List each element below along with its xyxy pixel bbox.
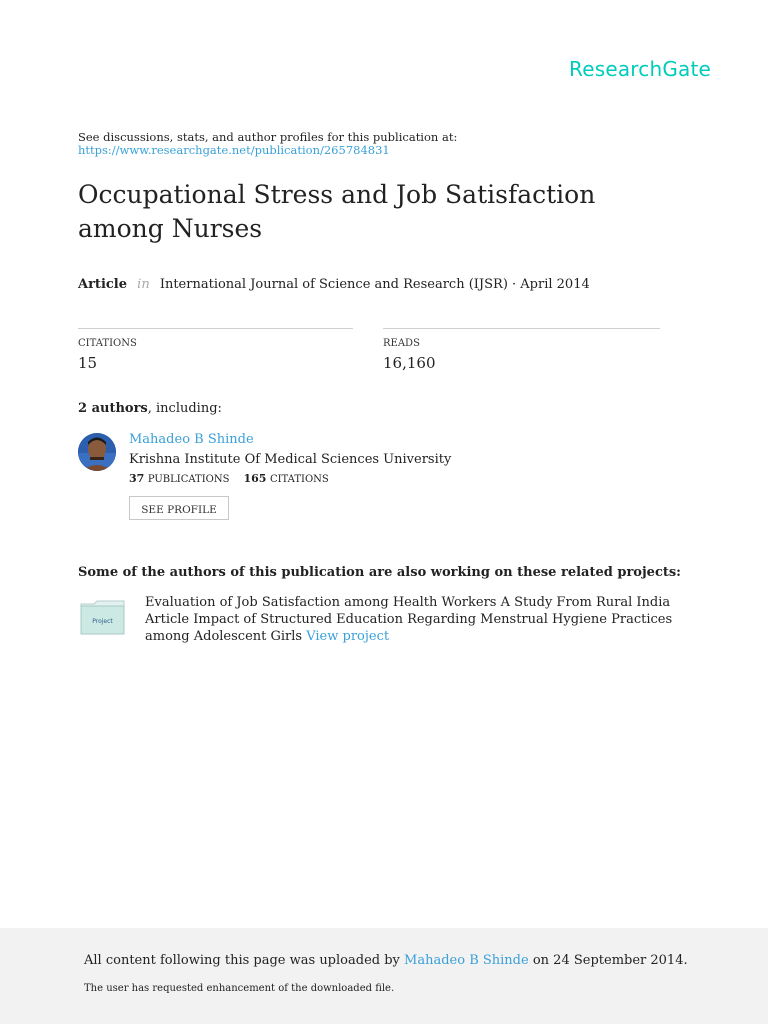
uploader-link[interactable]: Mahadeo B Shinde [404,953,529,968]
project-item [145,594,685,645]
author-photo-icon [78,433,116,471]
enhancement-note: The user has requested enhancement of the downloaded file. [84,983,395,994]
avatar[interactable] [78,433,116,471]
authors-including: , including: [147,401,222,416]
author-publications-count: 37 [129,472,145,485]
upload-prefix: All content following this page was uploaded by [84,953,400,968]
in-label: in [137,277,150,292]
see-profile-button[interactable]: SEE PROFILE [129,496,229,520]
author-institution: Krishna Institute Of Medical Sciences University [129,452,452,467]
reads-value: 16,160 [383,354,436,372]
discussion-note: See discussions, stats, and author profiles for this publication at: [78,130,458,144]
publication-type: Article [78,277,128,292]
authors-count: 2 authors [78,401,148,416]
author-citations-count: 165 [243,472,267,485]
author-citations-label: CITATIONS [269,474,329,485]
project-folder-icon [80,600,126,636]
citations-divider [78,328,353,329]
reads-label: READS [383,338,420,349]
citations-value: 15 [78,354,98,372]
citations-label: CITATIONS [78,338,137,349]
upload-info [84,953,688,968]
journal-date: International Journal of Science and Research (IJSR) · April 2014 [159,277,590,292]
project-icon-label: Project [92,618,113,625]
publication-title: Occupational Stress and Job Satisfaction among Nurses [78,180,596,243]
publication-url-link[interactable]: https://www.researchgate.net/publication/265784831 [78,143,390,157]
upload-suffix: on 24 September 2014. [532,953,688,968]
publication-meta [78,277,590,292]
researchgate-logo[interactable]: ResearchGate [569,57,712,81]
author-publications-label: PUBLICATIONS [147,474,230,485]
author-stats [129,472,329,485]
project-description: Evaluation of Job Satisfaction among Health Workers A Study From Rural India Article Impact of Structured Education Regarding Menstrual Hygiene Practices among Adolescent Girls [145,595,673,644]
view-project-link[interactable]: View project [306,629,390,644]
related-projects-heading: Some of the authors of this publication are also working on these related projects: [78,565,681,580]
reads-divider [383,328,660,329]
author-name-link[interactable]: Mahadeo B Shinde [129,432,254,447]
footer [0,928,768,1024]
authors-heading [78,401,222,416]
